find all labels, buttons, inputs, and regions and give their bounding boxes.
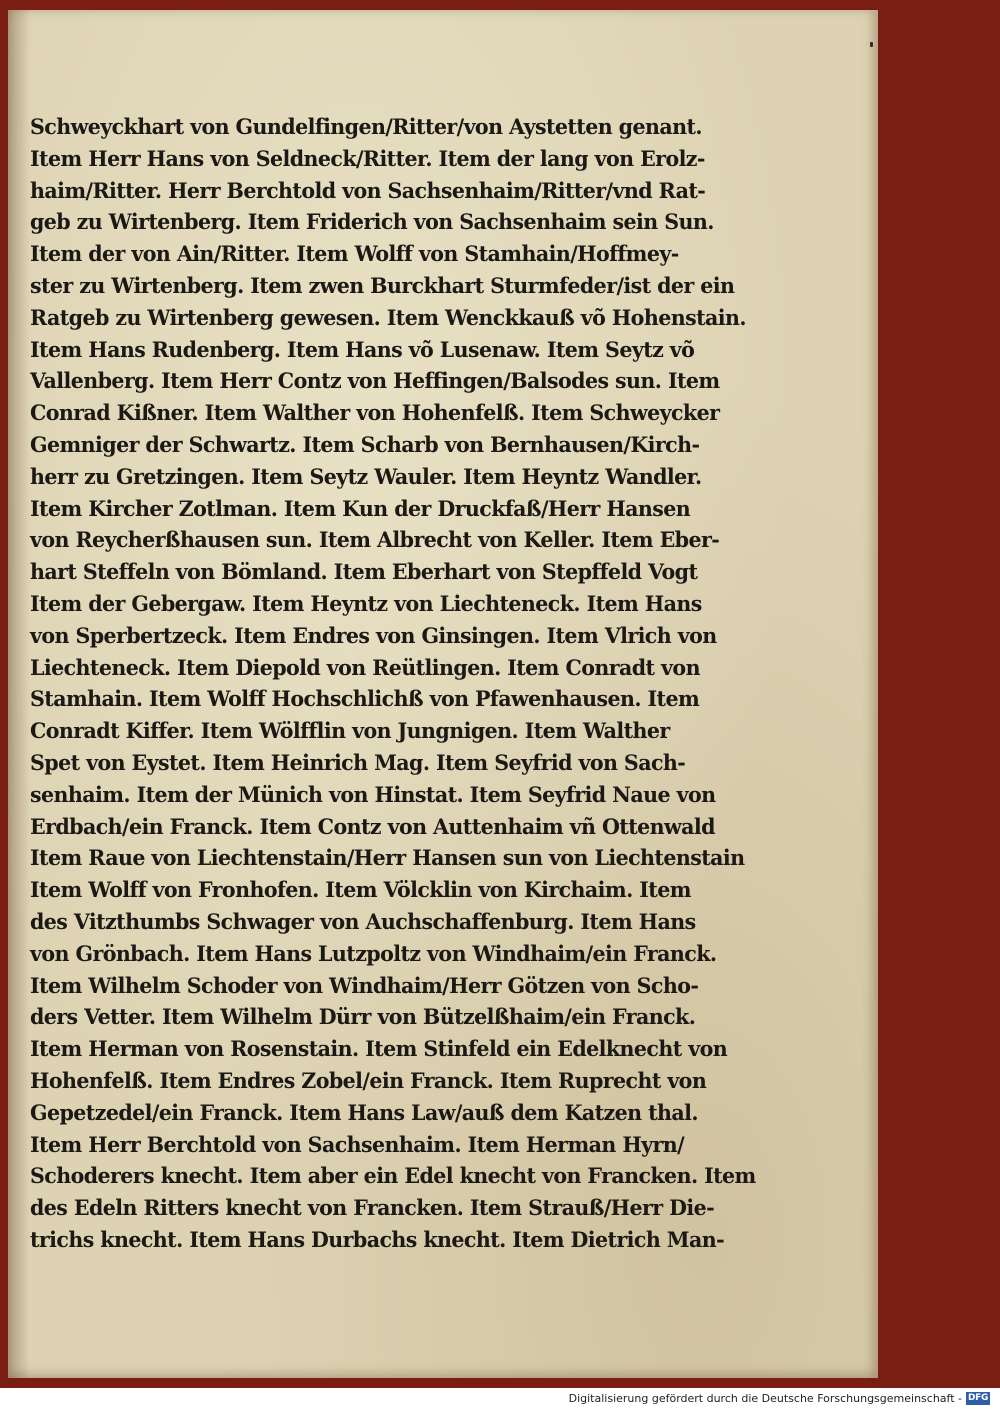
text-line: haim/Ritter. Herr Berchtold von Sachsenhaim/Ritter/vnd Rat- xyxy=(30,177,706,203)
text-line: Gemniger der Schwartz. Item Scharb von Bernhausen/Kirch- xyxy=(30,431,700,457)
text-line: Vallenberg. Item Herr Contz von Heffingen/Balsodes sun. Item xyxy=(30,368,720,394)
text-line: von Reycherßhausen sun. Item Albrecht von Keller. Item Eber- xyxy=(30,527,720,553)
text-line: Item der von Ain/Ritter. Item Wolff von Stamhain/Hoffmey- xyxy=(30,241,679,267)
text-line: trichs knecht. Item Hans Durbachs knecht. Item Dietrich Man- xyxy=(30,1226,725,1252)
text-line: Item Raue von Liechtenstain/Herr Hansen sun von Liechtenstain xyxy=(30,845,745,871)
text-line: Item Wolff von Fronhofen. Item Völcklin von Kirchaim. Item xyxy=(30,877,691,903)
text-line: Item der Gebergaw. Item Heyntz von Liechteneck. Item Hans xyxy=(30,590,702,616)
text-line: von Grönbach. Item Hans Lutzpoltz von Windhaim/ein Franck. xyxy=(30,940,717,966)
text-line: Ratgeb zu Wirtenberg gewesen. Item Wenckkauß võ Hohenstain. xyxy=(30,304,746,330)
text-line: Item Hans Rudenberg. Item Hans võ Lusenaw. Item Seytz võ xyxy=(30,336,695,362)
text-block xyxy=(30,111,785,1256)
text-line: geb zu Wirtenberg. Item Friderich von Sachsenhaim sein Sun. xyxy=(30,209,714,235)
binding-shadow xyxy=(8,10,30,1378)
text-line: ders Vetter. Item Wilhelm Dürr von Bützelßhaim/ein Franck. xyxy=(30,1004,696,1030)
text-line: des Vitzthumbs Schwager von Auchschaffenburg. Item Hans xyxy=(30,908,696,934)
text-line: Item Kircher Zotlman. Item Kun der Druckfaß/Herr Hansen xyxy=(30,495,691,521)
book-page xyxy=(8,10,878,1378)
dfg-logo: DFG xyxy=(967,1393,989,1403)
text-line: Conradt Kiffer. Item Wölfflin von Jungnigen. Item Walther xyxy=(30,718,670,744)
text-line: Stamhain. Item Wolff Hochschlichß von Pfawenhausen. Item xyxy=(30,686,700,712)
text-line: Item Herman von Rosenstain. Item Stinfeld ein Edelknecht von xyxy=(30,1036,728,1062)
text-line: von Sperbertzeck. Item Endres von Ginsingen. Item Vlrich von xyxy=(30,622,717,648)
text-line: Conrad Kißner. Item Walther von Hohenfelß. Item Schweycker xyxy=(30,400,720,426)
text-line: ster zu Wirtenberg. Item zwen Burckhart Sturmfeder/ist der ein xyxy=(30,272,735,298)
text-line: senhaim. Item der Münich von Hinstat. Item Seyfrid Naue von xyxy=(30,781,716,807)
funding-credit: Digitalisierung gefördert durch die Deutsche Forschungsgemeinschaft - xyxy=(568,1392,962,1405)
text-line: herr zu Gretzingen. Item Seytz Wauler. Item Heyntz Wandler. xyxy=(30,463,702,489)
text-line: Spet von Eystet. Item Heinrich Mag. Item Seyfrid von Sach- xyxy=(30,749,686,775)
text-line: Schweyckhart von Gundelfingen/Ritter/von Aystetten genant. xyxy=(30,114,702,139)
text-line: Gepetzedel/ein Franck. Item Hans Law/auß dem Katzen thal. xyxy=(30,1099,698,1125)
text-line: Item Herr Hans von Seldneck/Ritter. Item der lang von Erolz- xyxy=(30,145,705,171)
text-line: Item Herr Berchtold von Sachsenhaim. Item Herman Hyrn/ xyxy=(30,1131,685,1157)
text-line: Erdbach/ein Franck. Item Contz von Auttenhaim vñ Ottenwald xyxy=(30,813,715,839)
text-line: hart Steffeln von Bömland. Item Eberhart von Stepffeld Vogt xyxy=(30,559,698,585)
text-line: des Edeln Ritters knecht von Francken. Item Strauß/Herr Die- xyxy=(30,1195,715,1221)
text-line: Item Wilhelm Schoder von Windhaim/Herr Götzen von Scho- xyxy=(30,972,699,998)
text-line: Schoderers knecht. Item aber ein Edel knecht von Francken. Item xyxy=(30,1163,756,1189)
digitization-footer xyxy=(0,1388,1000,1411)
page-mark xyxy=(870,42,873,47)
text-line: Liechteneck. Item Diepold von Reütlingen. Item Conradt von xyxy=(30,654,700,680)
text-line: Hohenfelß. Item Endres Zobel/ein Franck. Item Ruprecht von xyxy=(30,1067,707,1093)
